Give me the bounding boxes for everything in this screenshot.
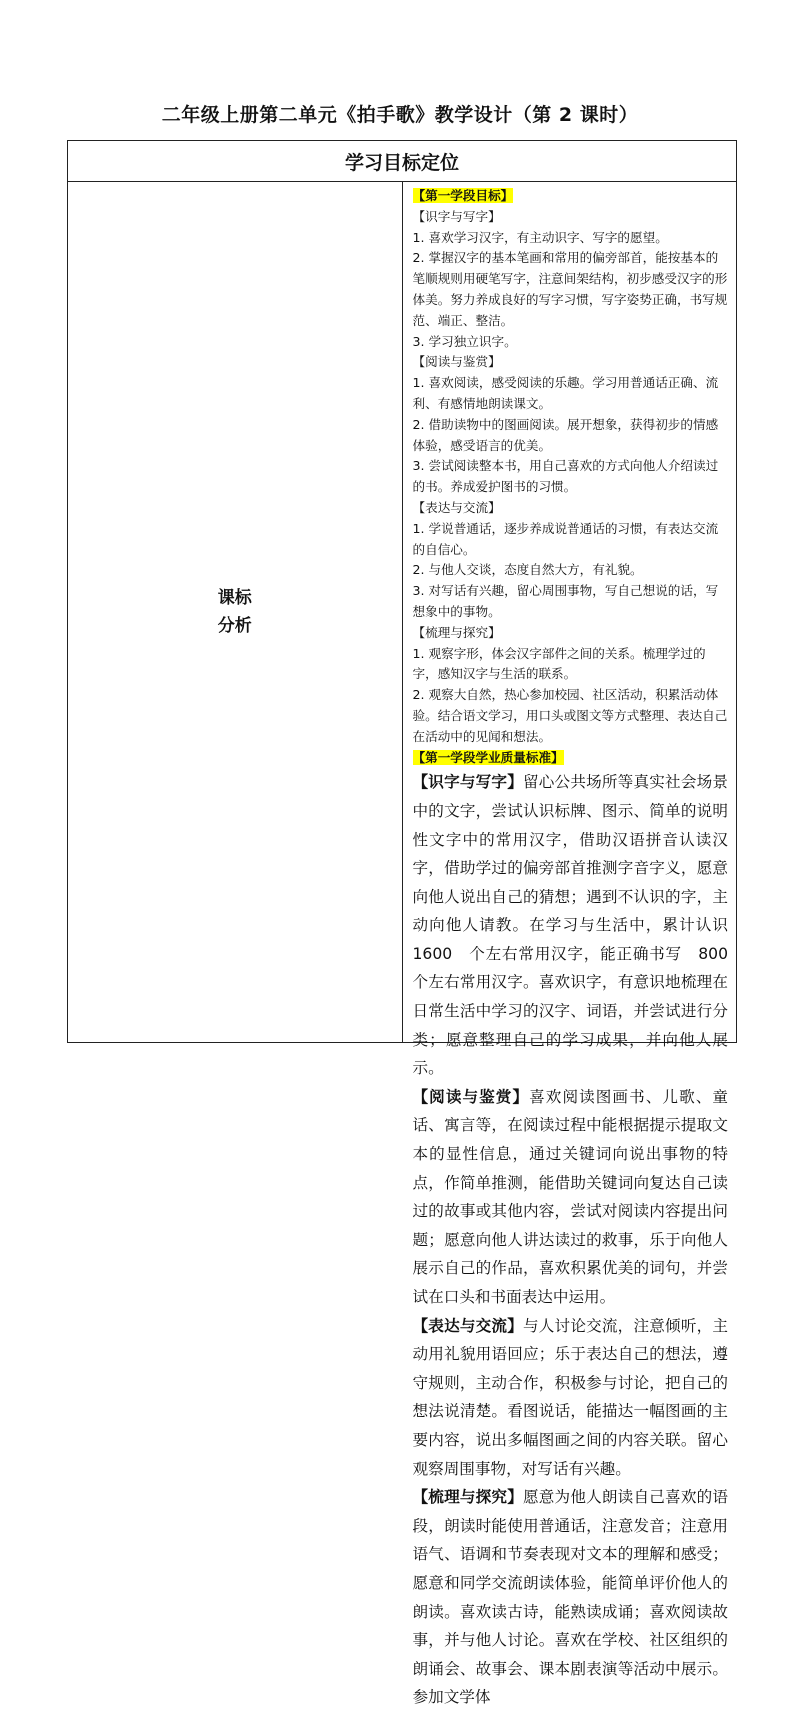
standard-text: 与人讨论交流，注意倾听，主动用礼貌用语回应；乐于表达自己的想法，遵守规则，主动合作，积极参与讨论，把自己的想法说清楚。看图说话，能描达一幅图画的主要内容，说出多幅图画之间的内容关联。留心观察周围事物，对写话有兴趣。 [412,1316,728,1478]
goal-item: 2. 与他人交谈，态度自然大方，有礼貌。 [412,562,643,578]
standard-label: 【阅读与鉴赏】 [412,1087,530,1106]
content-cell [402,182,744,1707]
goal-group-title: 【识字与写字】 [412,208,501,224]
goal-item: 2. 观察大自然，热心参加校园、社区活动，积累活动体验。结合语文学习，用口头或图文等方式整理、表达自己在活动中的见闻和想法。 [412,687,728,744]
standard-text: 留心公共场所等真实社会场景中的文字，尝试认识标牌、图示、简单的说明性文字中的常用汉字，借助汉语拼音认读汉字，借助学过的偏旁部首推测字音字义，愿意向他人说出自己的猜想；遇到不认识的字，主动向他人请教。在学习与生活中，累计认识 1600 个左右常用汉字，能正确书写 800 个左右常用汉字。喜欢识字，有意识地梳理在日常生活中学习的汉字、词语，并尝试进行分类；愿意整理自己的学习成果，并向他人展示。 [412,773,744,1078]
content-area [412,186,744,1707]
standard-text: 愿意为他人朗读自己喜欢的语段，朗读时能使用普通话，注意发音；注意用语气、语调和节奏表现对文本的理解和感受；愿意和同学交流朗读体验，能简单评价他人的朗读。喜欢读古诗，能熟读成诵；喜欢阅读故事，并与他人讨论。喜欢在学校、社区组织的朗诵会、故事会、课本剧表演等活动中展示。参加文学体 [412,1488,728,1707]
standard-label: 【识字与写字】 [412,773,523,792]
standard-paragraph [412,768,744,1083]
goal-item: 1. 喜欢阅读，感受阅读的乐趣。学习用普通话正确、流利、有感情地朗读课文。 [412,375,719,411]
goal-item: 1. 喜欢学习汉字，有主动识字、写字的愿望。 [412,229,668,245]
goal-item: 1. 观察字形，体会汉字部件之间的关系。梳理学过的字，感知汉字与生活的联系。 [412,645,706,682]
side-label: 课标分析 [217,588,252,636]
standard-label: 【表达与交流】 [412,1316,523,1335]
standard-paragraph [413,1312,729,1484]
section-header: 学习目标定位 [68,141,737,182]
goals-heading: 【第一学段目标】 [412,188,514,203]
goal-group-title: 【梳理与探究】 [412,624,501,640]
standards-heading: 【第一学段学业质量标准】 [412,749,564,765]
goal-item: 3. 对写话有兴趣，留心周围事物，写自己想说的话，写想象中的事物。 [412,583,719,619]
goal-item: 3. 尝试阅读整本书，用自己喜欢的方式向他人介绍读过的书。养成爱护图书的习惯。 [412,458,719,495]
goal-item: 2. 借助读物中的图画阅读。展开想象，获得初步的情感体验，感受语言的优美。 [412,416,719,453]
goal-group-title: 【阅读与鉴赏】 [412,354,501,370]
goal-item: 1. 学说普通话，逐步养成说普通话的习惯，有表达交流的自信心。 [412,520,719,557]
goal-item: 2. 掌握汉字的基本笔画和常用的偏旁部首，能按基本的笔顺规则用硬笔写字，注意间架结构，初步感受汉字的形体美。努力养成良好的写字习惯，写字姿势正确，书写规范、端正、整洁。 [412,250,728,328]
lesson-plan-table [67,140,744,1707]
goal-group-title: 【表达与交流】 [412,499,501,515]
goal-item: 3. 学习独立识字。 [412,333,517,349]
standard-text: 喜欢阅读图画书、儿歌、童话、寓言等，在阅读过程中能根据提示提取文本的显性信息，通过关键词向说出事物的特点，作简单推测，能借助关键词向复达自己读过的故事或其他内容，尝试对阅读内容提出问题；愿意向他人讲达读过的救事，乐于向他人展示自己的作品，喜欢积累优美的词句，并尝试在口头和书面表达中运用。 [412,1087,728,1306]
standard-label: 【梳理与探究】 [412,1488,523,1507]
side-label-cell [68,182,403,1043]
goals-block [413,186,729,768]
standard-paragraph [413,1083,729,1312]
standards-block [412,768,744,1712]
standard-paragraph [413,1483,729,1712]
document-title: 二年级上册第二单元《拍手歌》教学设计（第 2 课时） [161,104,639,126]
